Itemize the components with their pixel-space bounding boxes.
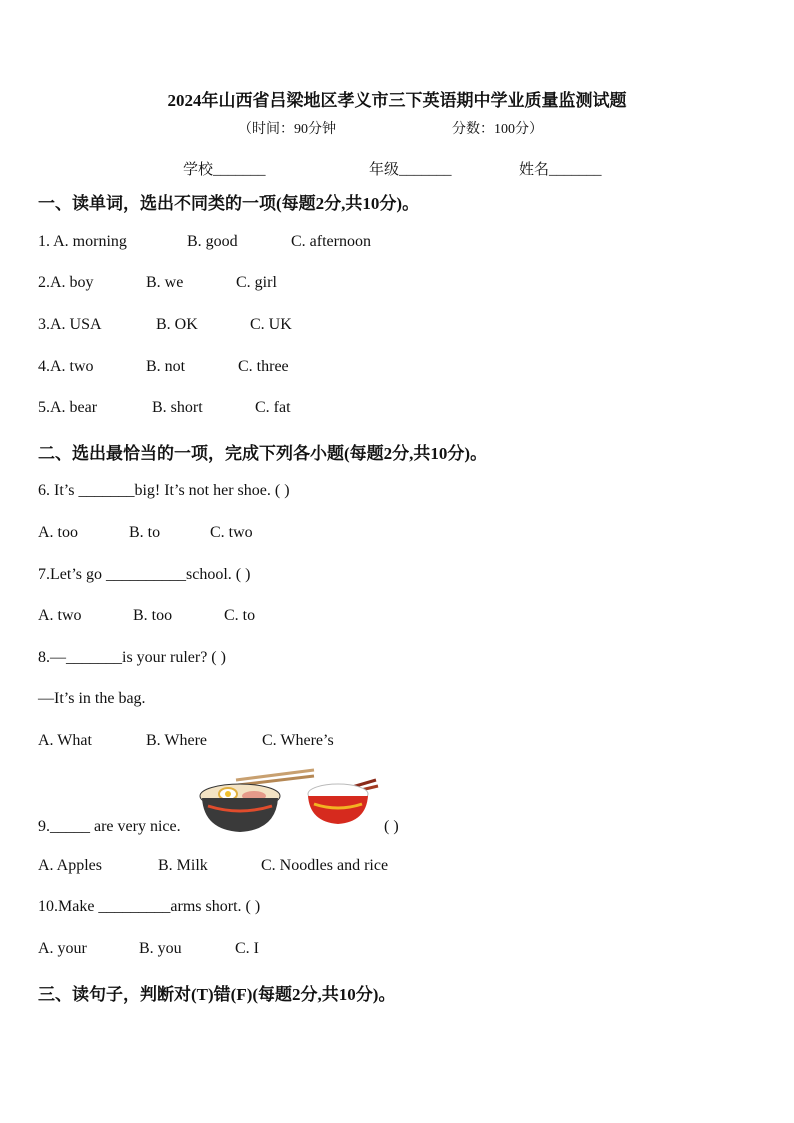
q9-option-a: A. Apples xyxy=(38,857,102,874)
section1-heading: 一、读单词，选出不同类的一项(每题2分,共10分)。 xyxy=(38,194,420,213)
q6-option-c: C. two xyxy=(210,524,253,541)
q7-stem: 7.Let’s go __________school. ( ) xyxy=(38,566,251,583)
q1-option-a: 1. A. morning xyxy=(38,233,127,250)
q3-option-a: 3.A. USA xyxy=(38,316,102,333)
noodle-bowl-icon xyxy=(198,766,316,836)
q4-option-b: B. not xyxy=(146,358,186,375)
q6-option-b: B. to xyxy=(129,524,161,541)
q10-option-c: C. I xyxy=(235,940,259,957)
q8-answer-line: —It’s in the bag. xyxy=(38,690,146,707)
q5-option-c: C. fat xyxy=(255,399,291,416)
q5-option-b: B. short xyxy=(152,399,203,416)
q10-option-b: B. you xyxy=(139,940,182,957)
q8-option-c: C. Where’s xyxy=(262,732,334,749)
q9-option-b: B. Milk xyxy=(158,857,208,874)
q8-stem: 8.—_______is your ruler? ( ) xyxy=(38,649,226,666)
q1-option-b: B. good xyxy=(187,233,238,250)
q8-option-b: B. Where xyxy=(146,732,208,749)
q3-option-c: C. UK xyxy=(250,316,292,333)
q2-option-c: C. girl xyxy=(236,274,277,291)
section3-heading: 三、读句子，判断对(T)错(F)(每题2分,共10分)。 xyxy=(38,985,396,1004)
exam-time: （时间：90分钟 xyxy=(238,122,336,137)
page-title: 2024年山西省吕梁地区孝义市三下英语期中学业质量监测试题 xyxy=(167,91,627,110)
q2-option-a: 2.A. boy xyxy=(38,274,94,291)
q4-option-c: C. three xyxy=(238,358,289,375)
q9-option-c: C. Noodles and rice xyxy=(261,857,389,874)
school-field: 学校_______ xyxy=(183,162,266,178)
q7-option-a: A. two xyxy=(38,607,82,624)
q5-option-a: 5.A. bear xyxy=(38,399,98,416)
q10-stem: 10.Make _________arms short. ( ) xyxy=(38,898,261,915)
q4-option-a: 4.A. two xyxy=(38,358,94,375)
q6-option-a: A. too xyxy=(38,524,78,541)
q7-option-b: B. too xyxy=(133,607,173,624)
section2-heading: 二、选出最恰当的一项，完成下列各小题(每题2分,共10分)。 xyxy=(38,444,488,463)
q1-option-c: C. afternoon xyxy=(291,233,371,250)
q10-option-a: A. your xyxy=(38,940,87,957)
exam-score: 分数：100分） xyxy=(452,122,543,137)
q6-stem: 6. It’s _______big! It’s not her shoe. ( ) xyxy=(38,482,290,499)
q9-stem: 9._____ are very nice. xyxy=(38,818,181,835)
grade-field: 年级_______ xyxy=(369,162,452,178)
q9-answer-paren: ( ) xyxy=(384,818,399,835)
name-field: 姓名_______ xyxy=(519,162,602,178)
q8-option-a: A. What xyxy=(38,732,92,749)
rice-bowl-icon xyxy=(302,776,380,826)
q3-option-b: B. OK xyxy=(156,316,198,333)
q2-option-b: B. we xyxy=(146,274,184,291)
q7-option-c: C. to xyxy=(224,607,256,624)
